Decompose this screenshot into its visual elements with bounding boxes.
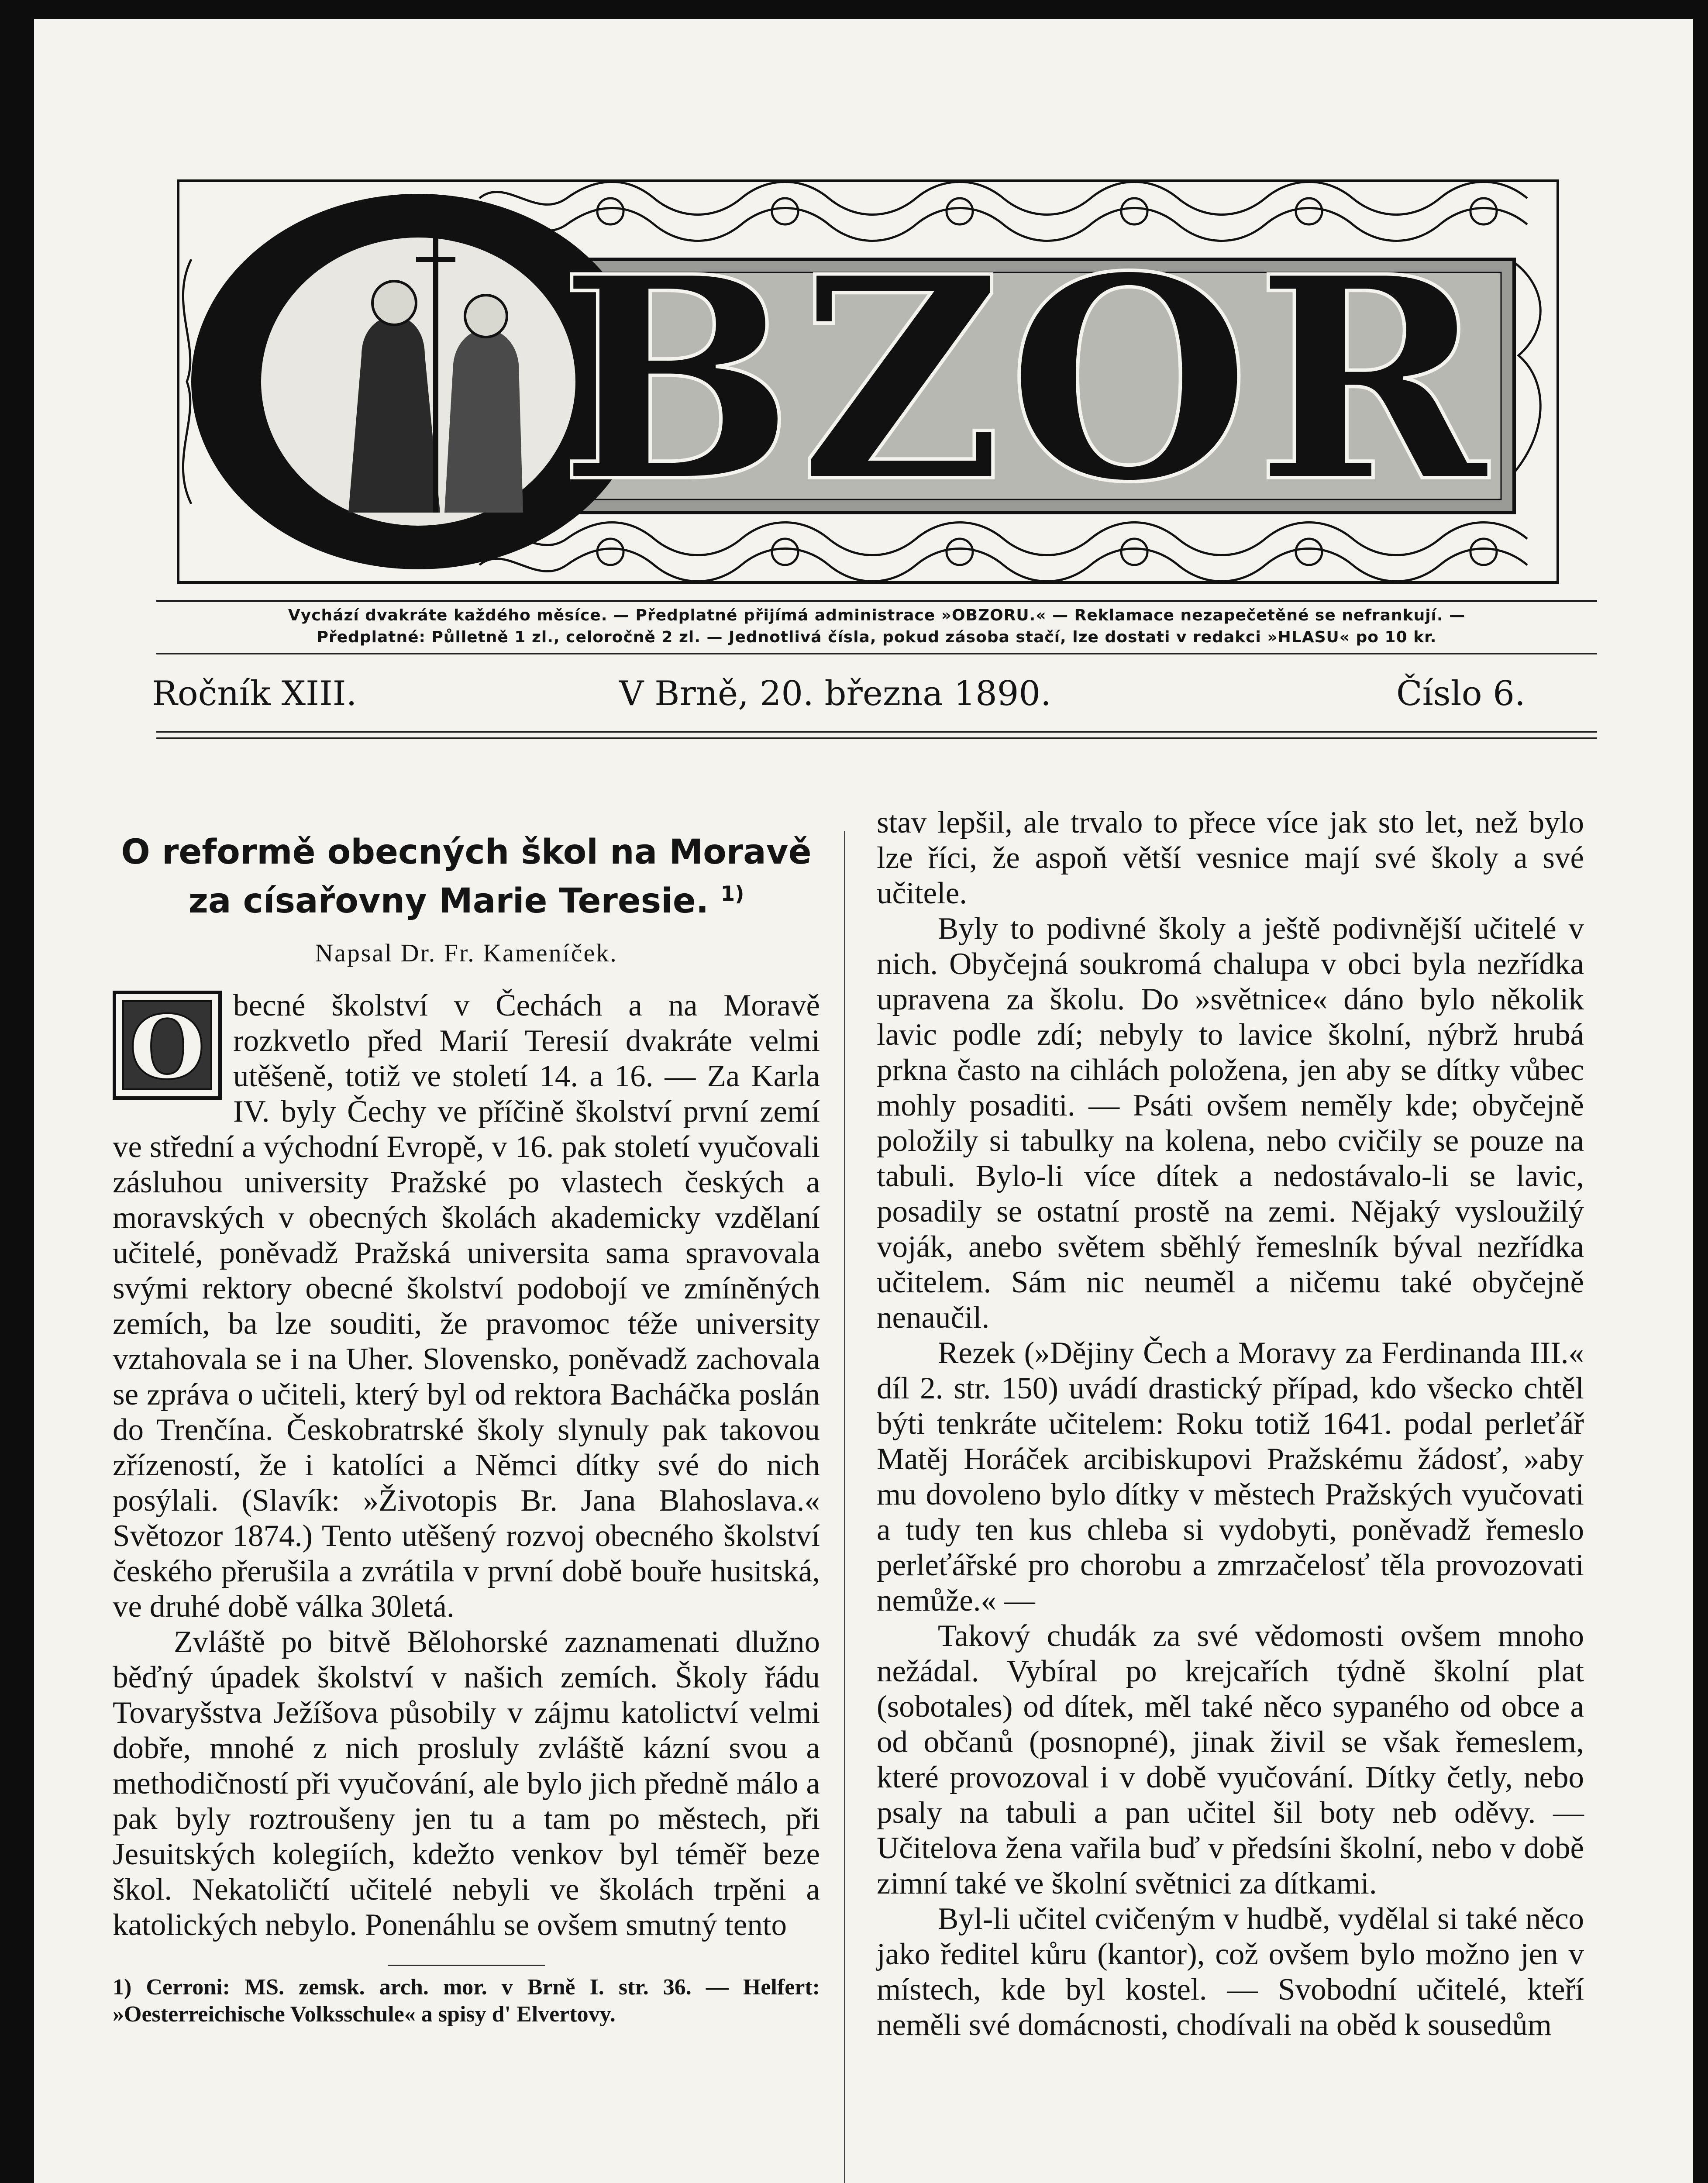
masthead-ornament (174, 172, 1562, 591)
article-title-text: O reformě obecných škol na Moravě za císařovny Marie Teresie. (121, 833, 812, 921)
paragraph-right-1: stav lepšil, ale trvalo to přece více jak sto let, než bylo lze říci, že aspoň větší vesnice mají své školy a své učitele. (877, 806, 1584, 910)
paragraph-right-4: Takový chudák za své vědomosti ovšem mnoho nežádal. Vybíral po krejcařích týdně školní plat (sobotales) od dítek, měl také něco sypaného od obce a od občanů (posnopné), jinak živil se však řemeslem, které provozoval i v době vyučování. Dítky četly, nebo psaly na tabuli a pan učitel šil boty neb oděvy. — Učitelova žena vařila buď v předsíni školní, nebo v době zimní také ve školní světnici za dítkami. (877, 1619, 1584, 1901)
paragraph-right-3: Rezek (»Dějiny Čech a Moravy za Ferdinanda III.« díl 2. str. 150) uvádí drastický případ, kdo všecko chtěl býti tenkráte učitelem: Roku totiž 1641. podal perleťář Matěj Horáček arcibiskupovi Pražskému žádosť, »aby mu dovoleno bylo dítky v městech Pražských vyučovati a tudy ten kus chleba si vydobyti, poněvadž řemeslo perleťářské pro chorobu a zmrzačelosť těla provozovati nemůže.« — (877, 1336, 1584, 1618)
notice-line-2: Předplatné: Půlletně 1 zl., celoročně 2 zl. — Jednotlivá čísla, pokud zásoba stačí, lze dostati v redakci »HLASU« po 10 kr. (317, 628, 1437, 646)
issue-place-date: V Brně, 20. března 1890. (619, 674, 1051, 713)
issue-number: Číslo 6. (1396, 674, 1525, 713)
rule-notice (156, 653, 1597, 654)
issue-volume: Ročník XIII. (152, 674, 357, 713)
footnote: 1) Cerroni: MS. zemsk. arch. mor. v Brně I. str. 36. — Helfert: »Oesterreichische Volksschule« a spisy d' Elvertovy. (113, 1975, 820, 2027)
drop-cap (113, 991, 222, 1100)
column-right (877, 805, 1584, 2043)
footnote-rule (388, 1965, 545, 1966)
rule-issue-1 (156, 731, 1597, 733)
paragraph-right-5: Byl-li učitel cvičeným v hudbě, vydělal si také něco jako ředitel kůru (kantor), což ovšem bylo možno jen v místech, kde byl kostel. — Svobodní učitelé, kteří neměli své domácnosti, chodívali na oběd k sousedům (877, 1902, 1584, 2042)
drop-cap-letter: O (129, 996, 206, 1099)
masthead-title: BZOR (558, 215, 1492, 544)
paragraph-left-2: Zvláště po bitvě Bělohorské zaznamenati dlužno běďný úpadek školství v našich zemích. Školy řádu Tovaryšstva Ježíšova působily v zájmu katolictví velmi dobře, mnohé z nich prosluly zvláště kázní svou a methodičností při vyučování, ale bylo jich předně málo a pak byly roztroušeny jen tu a tam po městech, při Jesuitských kolegiích, kdežto venkov byl téměř beze škol. Nekatoličtí učitelé nebyli ve školách trpěni a katolických nebylo. Ponenáhlu se ovšem smutný tento (113, 1625, 820, 1942)
article-title (113, 831, 820, 922)
notice-line-1: Vychází dvakráte každého měsíce. — Předplatné přijímá administrace »OBZORU.« — Reklamace nezapečetěné se nefrankují. — (288, 606, 1466, 624)
masthead (174, 172, 1562, 591)
paragraph-right-2: Byly to podivné školy a ještě podivnější učitelé v nich. Obyčejná soukromá chalupa v obci byla nezřídka upravena za školu. Do »světnice« dáno bylo několik lavic podle zdí; nebyly to lavice školní, nýbrž hrubá prkna často na cihlách položena, jen aby se dítky vůbec mohly posaditi. — Psáti ovšem neměly kde; obyčejně položily si tabulky na kolena, nebo cvičily se pouze na tabuli. Bylo-li více dítek a nedostávalo-li se lavic, posadily se ostatní prostě na zemi. Nějaký vysloužilý voják, anebo světem sběhlý řemeslník býval nezřídka učitelem. Sám nic neuměl a ničemu také obyčejně nenaučil. (877, 912, 1584, 1335)
byline: Napsal Dr. Fr. Kameníček. (315, 939, 618, 967)
rule-top (156, 600, 1597, 602)
rule-issue-2 (156, 737, 1597, 739)
footnote-marker: 1) (720, 882, 744, 906)
page (34, 19, 1693, 2183)
paragraph-left-1: becné školství v Čechách a na Moravě rozkvetlo před Marií Teresií dvakráte velmi utěšeně, totiž ve století 14. a 16. — Za Karla IV. byly Čechy ve příčině školství první zemí ve střední a východní Evropě, v 16. pak století vyučovali zásluhou university Pražské po vlastech českých a moravských v obecných školách akademicky vzdělaní učitelé, poněvadž Pražská universita sama spravovala svými rektory obecné školství podobojí ve zmíněných zemích, ba lze souditi, že pravomoc téže university vztahovala se i na Uher. Slovensko, poněvadž zachovala se zpráva o učiteli, který byl od rektora Bacháčka poslán do Trenčína. Českobratrské školy slynuly pak takovou zřízeností, že i katolíci a Němci dítky své do nich posýlali. (Slavík: »Životopis Br. Jana Blahoslava.« Světozor 1874.) Tento utěšený rozvoj obecného školství českého přerušila a zvrátila v první době bouře husitská, ve druhé době válka 30letá. (113, 988, 820, 1624)
column-divider (844, 831, 845, 2183)
column-left (113, 831, 820, 2028)
